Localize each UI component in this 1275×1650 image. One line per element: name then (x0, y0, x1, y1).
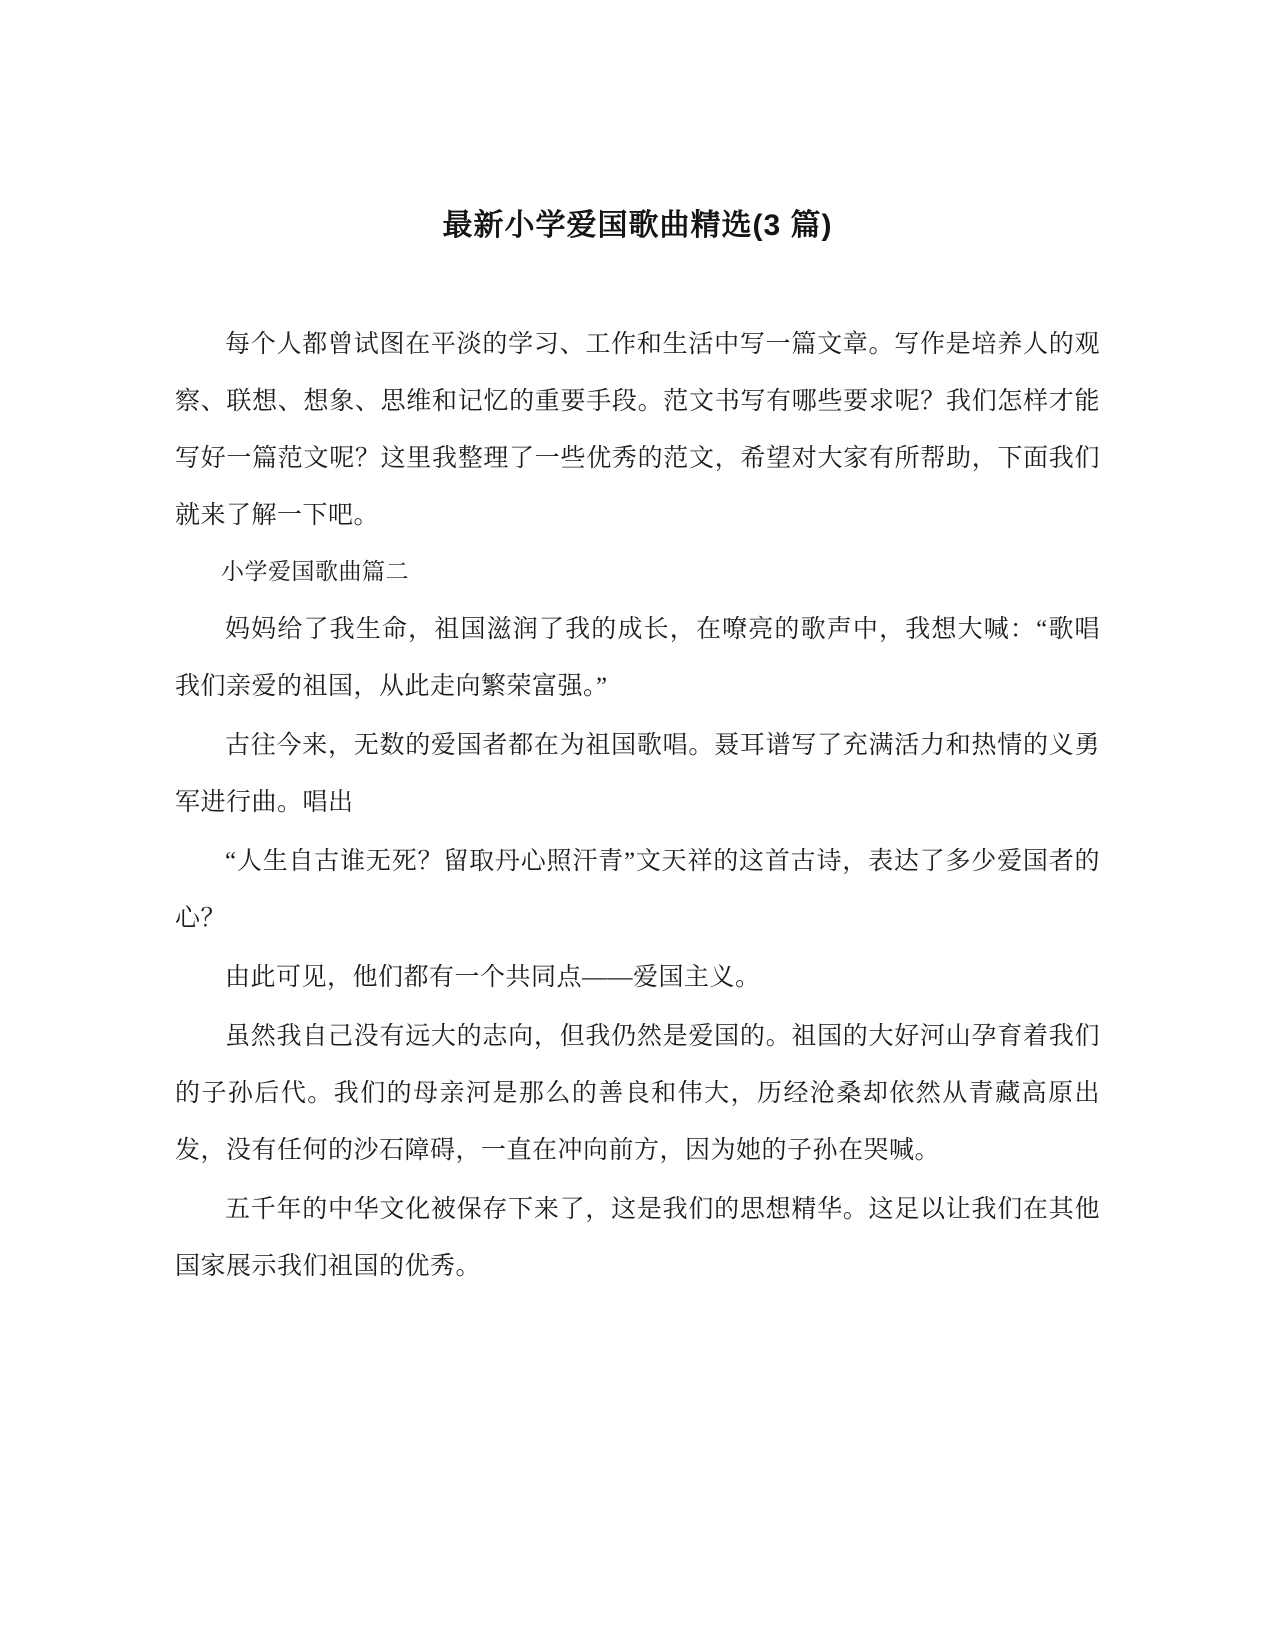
page-title: 最新小学爱国歌曲精选(3 篇) (442, 209, 833, 242)
paragraph-section-heading: 小学爱国歌曲篇二 (221, 559, 409, 584)
paragraph-body-5: 虽然我自己没有远大的志向，但我仍然是爱国的。祖国的大好河山孕育着我们的子孙后代。我们的母亲河是那么的善良和伟大，历经沧桑却依然从青藏高原出发，没有任何的沙石障碍，一直在冲向前方，因为她的子孙在哭喊。 (175, 1022, 1100, 1164)
paragraph-body-6: 五千年的中华文化被保存下来了，这是我们的思想精华。这足以让我们在其他国家展示我们祖国的优秀。 (175, 1195, 1100, 1280)
paragraph-body-1: 妈妈给了我生命，祖国滋润了我的成长，在嘹亮的歌声中，我想大喊：“歌唱我们亲爱的祖国，从此走向繁荣富强。” (175, 615, 1100, 700)
paragraph-body-4: 由此可见，他们都有一个共同点——爱国主义。 (225, 963, 761, 991)
paragraph-body-3: “人生自古谁无死？留取丹心照汗青”文天祥的这首古诗，表达了多少爱国者的心？ (175, 847, 1100, 932)
paragraph-body-2: 古往今来，无数的爱国者都在为祖国歌唱。聂耳谱写了充满活力和热情的义勇军进行曲。唱出 (175, 731, 1100, 816)
paragraph-intro: 每个人都曾试图在平淡的学习、工作和生活中写一篇文章。写作是培养人的观察、联想、想象、思维和记忆的重要手段。范文书写有哪些要求呢？我们怎样才能写好一篇范文呢？这里我整理了一些优秀的范文，希望对大家有所帮助，下面我们就来了解一下吧。 (175, 331, 1100, 529)
